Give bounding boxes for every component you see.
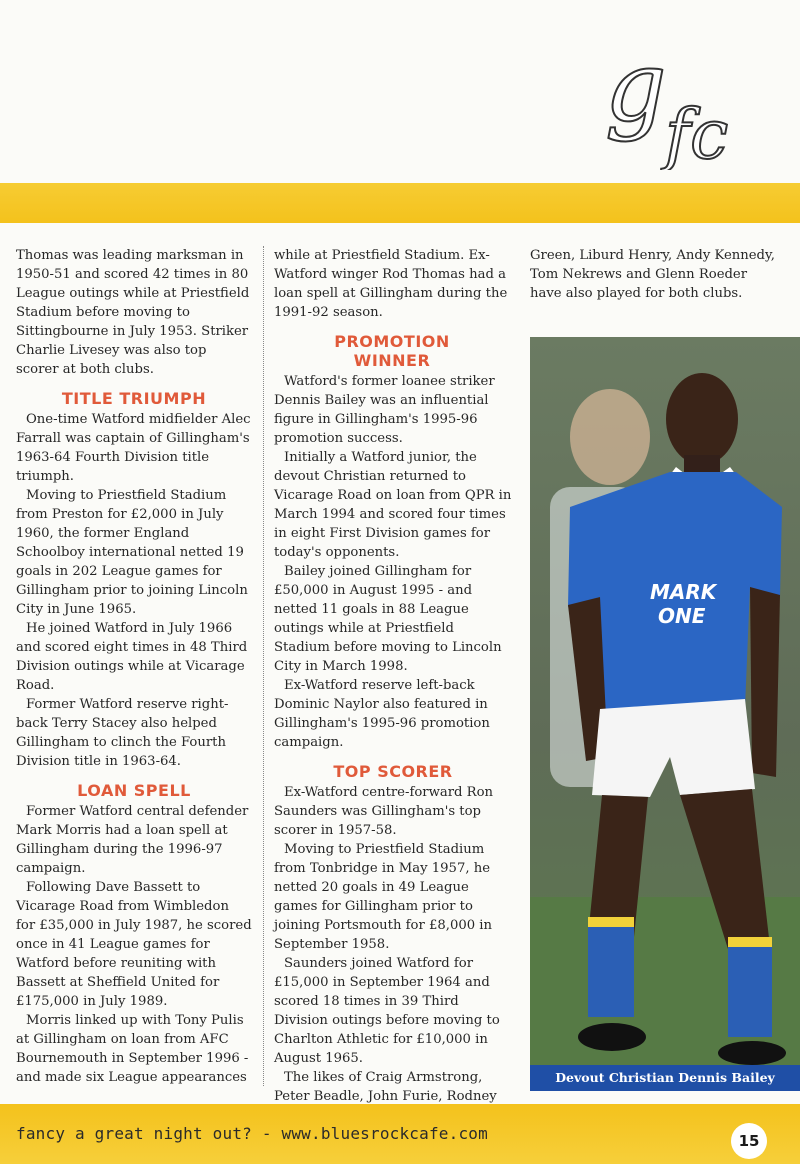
paragraph: Former Watford central defender Mark Morris had a loan spell at Gillingham during the 1996-97 campaign.	[16, 804, 249, 876]
gfc-logo	[585, 40, 785, 170]
paragraph: Green, Liburd Henry, Andy Kennedy, Tom Nekrews and Glenn Roeder have also played for both clubs.	[530, 248, 775, 301]
article-column-1	[16, 246, 252, 1087]
paragraph: Ex-Watford centre-forward Ron Saunders was Gillingham's top scorer in 1957-58.	[274, 785, 494, 838]
header-band	[0, 183, 800, 223]
shirt-sponsor-text: ONE	[658, 604, 706, 628]
paragraph: while at Priestfield Stadium. Ex-Watford winger Rod Thomas had a loan spell at Gillingham during the 1991-92 season.	[274, 248, 508, 320]
paragraph: One-time Watford midfielder Alec Farrall was captain of Gillingham's 1963-64 Fourth Division title triumph.	[16, 412, 251, 484]
paragraph: Moving to Priestfield Stadium from Preston for £2,000 in July 1960, the former England Schoolboy international netted 19 goals in 202 League games for Gillingham prior to joining Lincoln City in June 1965.	[16, 488, 248, 617]
paragraph: The likes of Craig Armstrong, Peter Beadle, John Furie, Rodney	[274, 1070, 497, 1104]
player-photo	[530, 337, 800, 1067]
section-heading-title-triumph: TITLE TRIUMPH	[61, 389, 207, 408]
shirt-sponsor-text: MARK	[650, 580, 717, 604]
paragraph: Moving to Priestfield Stadium from Tonbridge in May 1957, he netted 20 goals in 49 League games for Gillingham prior to joining Portsmouth for £8,000 in September 1958.	[274, 842, 493, 952]
article-column-2	[274, 246, 512, 1106]
paragraph: Initially a Watford junior, the devout Christian returned to Vicarage Road on loan from QPR in March 1994 and scored four times in eight First Division games for today's opponents.	[274, 450, 512, 560]
paragraph: Following Dave Bassett to Vicarage Road from Wimbledon for £35,000 in July 1987, he scored once in 41 League games for Watford before reuniting with Bassett at Sheffield United for £175,000 in July 1989.	[16, 880, 252, 1009]
footer-tagline: fancy a great night out? - www.bluesrockcafe.com	[16, 1124, 488, 1143]
paragraph: He joined Watford in July 1966 and scored eight times in 48 Third Division outings while at Vicarage Road.	[16, 621, 248, 693]
page-number: 15	[731, 1123, 767, 1159]
article-column-3	[530, 246, 780, 303]
column-divider	[263, 246, 264, 1086]
paragraph: Bailey joined Gillingham for £50,000 in August 1995 - and netted 11 goals in 88 League outings while at Priestfield Stadium before moving to Lincoln City in March 1998.	[274, 564, 502, 674]
photo-caption: Devout Christian Dennis Bailey	[530, 1065, 800, 1091]
paragraph: Saunders joined Watford for £15,000 in September 1964 and scored 18 times in 39 Third Division outings before moving to Charlton Athletic for £10,000 in August 1965.	[274, 956, 500, 1066]
section-heading-loan-spell: LOAN SPELL	[77, 781, 191, 800]
section-heading-promotion-winner: PROMOTION WINNER	[334, 332, 450, 370]
paragraph: Watford's former loanee striker Dennis Bailey was an influential figure in Gillingham's 1995-96 promotion success.	[274, 374, 495, 446]
paragraph: Morris linked up with Tony Pulis at Gillingham on loan from AFC Bournemouth in September 1996 - and made six League appearances	[16, 1013, 249, 1085]
section-heading-top-scorer: TOP SCORER	[333, 762, 453, 781]
paragraph: Former Watford reserve right-back Terry Stacey also helped Gillingham to clinch the Fourth Division title in 1963-64.	[16, 697, 229, 769]
svg-text:fc: fc	[665, 96, 729, 170]
paragraph: Ex-Watford reserve left-back Dominic Naylor also featured in Gillingham's 1995-96 promotion campaign.	[274, 678, 490, 750]
paragraph: Thomas was leading marksman in 1950-51 and scored 42 times in 80 League outings while at Priestfield Stadium before moving to Sittingbourne in July 1953. Striker Charlie Livesey was also top scorer at both clubs.	[16, 248, 250, 377]
svg-text:g: g	[605, 40, 667, 143]
